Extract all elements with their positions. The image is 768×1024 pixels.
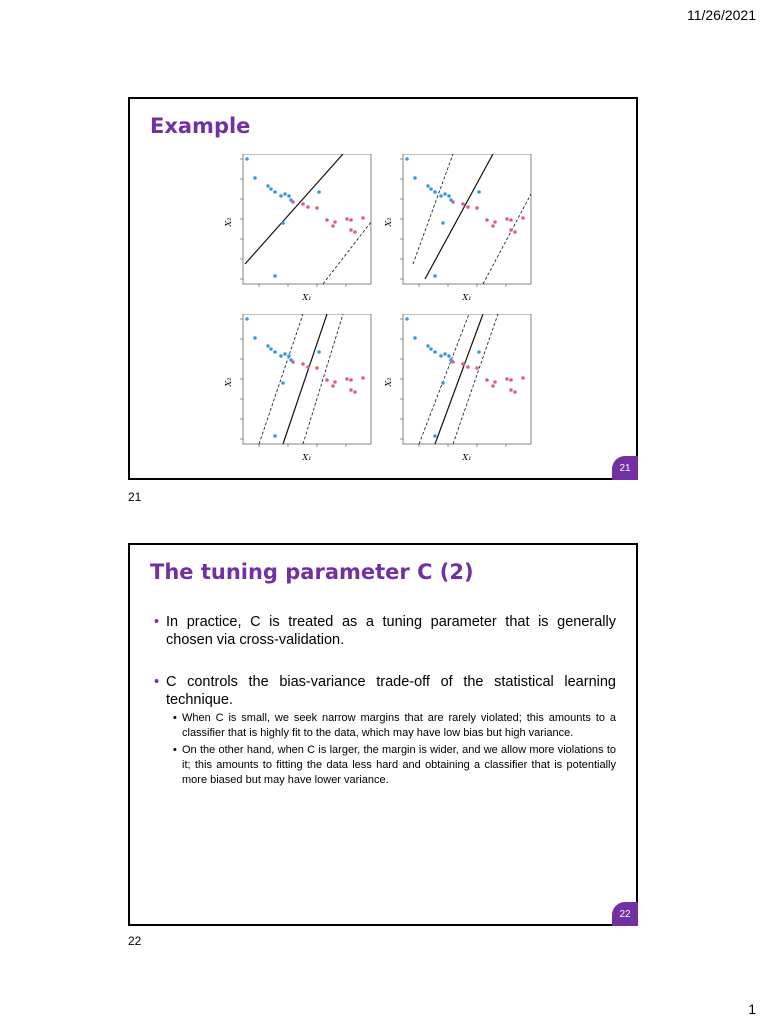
blue-point <box>405 317 409 321</box>
blue-point <box>269 187 273 191</box>
red-point <box>461 202 465 206</box>
red-point <box>451 200 455 204</box>
red-point <box>509 218 513 222</box>
sub-bullet-dot-icon: • <box>173 712 177 724</box>
margin-line <box>323 222 371 284</box>
sub-bullet-item <box>150 711 616 741</box>
red-point <box>331 384 335 388</box>
red-point <box>485 378 489 382</box>
header-date: 11/26/2021 <box>686 7 756 23</box>
blue-point <box>447 194 451 198</box>
red-point <box>493 220 497 224</box>
blue-point <box>429 187 433 191</box>
margin-line <box>483 194 531 284</box>
bullet-dot-icon: • <box>154 614 160 630</box>
y-axis-label: X₂ <box>224 377 233 387</box>
blue-point <box>273 190 277 194</box>
blue-point <box>433 274 437 278</box>
blue-point <box>253 336 257 340</box>
bullet-item <box>150 673 616 709</box>
margin-line <box>413 154 453 264</box>
red-point <box>513 390 517 394</box>
slide-label: 21 <box>128 490 142 504</box>
blue-point <box>283 352 287 356</box>
blue-point <box>433 350 437 354</box>
red-point <box>291 200 295 204</box>
slide-tuning-parameter <box>128 543 638 926</box>
red-point <box>349 218 353 222</box>
blue-point <box>287 354 291 358</box>
blue-point <box>287 194 291 198</box>
red-point <box>301 362 305 366</box>
red-point <box>509 378 513 382</box>
red-point <box>509 388 513 392</box>
red-point <box>331 224 335 228</box>
blue-point <box>433 434 437 438</box>
blue-point <box>317 350 321 354</box>
red-point <box>461 362 465 366</box>
sub-bullet-text: On the other hand, when C is larger, the margin is wider, and we allow more violations to it; this amounts to fitting the data less hard and obtaining a classifier that is potentially more biased but may have lower variance. <box>182 744 616 786</box>
blue-point <box>447 354 451 358</box>
slide-title: Example <box>150 114 251 138</box>
blue-point <box>283 192 287 196</box>
blue-point <box>279 354 283 358</box>
blue-point <box>413 176 417 180</box>
svm-plot-4 <box>383 314 533 464</box>
blue-point <box>273 350 277 354</box>
red-point <box>491 224 495 228</box>
margin-line <box>303 314 343 444</box>
sub-bullet-text: When C is small, we seek narrow margins that are rarely violated; this amounts to a classifier that is highly fit to the data, which may have low bias but high variance. <box>182 712 616 739</box>
blue-point <box>253 176 257 180</box>
red-point <box>333 220 337 224</box>
blue-point <box>266 344 270 348</box>
hyperplane-line <box>283 314 327 444</box>
red-point <box>475 206 479 210</box>
red-point <box>505 377 509 381</box>
blue-point <box>413 336 417 340</box>
red-point <box>345 217 349 221</box>
blue-point <box>245 157 249 161</box>
red-point <box>493 380 497 384</box>
red-point <box>301 202 305 206</box>
blue-point <box>477 190 481 194</box>
blue-point <box>433 190 437 194</box>
y-axis-label: X₂ <box>224 217 233 227</box>
x-axis-label: X₁ <box>462 453 472 462</box>
red-point <box>349 228 353 232</box>
blue-point <box>273 274 277 278</box>
red-point <box>513 230 517 234</box>
red-point <box>315 206 319 210</box>
blue-point <box>429 347 433 351</box>
blue-point <box>441 221 445 225</box>
page-number: 1 <box>748 1001 756 1017</box>
blue-point <box>443 352 447 356</box>
hyperplane-line <box>435 314 483 444</box>
blue-point <box>281 381 285 385</box>
hyperplane-line <box>425 154 493 279</box>
blue-point <box>281 221 285 225</box>
svm-plot-3 <box>223 314 373 464</box>
sub-bullet-item <box>150 743 616 788</box>
red-point <box>306 205 310 209</box>
x-axis-label: X₁ <box>302 453 312 462</box>
red-point <box>361 376 365 380</box>
blue-point <box>279 194 283 198</box>
red-point <box>491 384 495 388</box>
blue-point <box>266 184 270 188</box>
blue-point <box>245 317 249 321</box>
y-axis-label: X₂ <box>384 217 393 227</box>
blue-point <box>439 194 443 198</box>
bullet-item <box>150 613 616 649</box>
red-point <box>291 360 295 364</box>
blue-point <box>426 184 430 188</box>
blue-point <box>441 381 445 385</box>
red-point <box>325 378 329 382</box>
hyperplane-line <box>245 154 343 264</box>
slide-title: The tuning parameter C (2) <box>150 560 474 584</box>
blue-point <box>477 350 481 354</box>
blue-point <box>439 354 443 358</box>
bullet-text: In practice, C is treated as a tuning parameter that is generally chosen via cross-validation. <box>166 614 616 648</box>
red-point <box>466 365 470 369</box>
red-point <box>509 228 513 232</box>
sub-bullet-dot-icon: • <box>173 744 177 756</box>
red-point <box>521 376 525 380</box>
blue-point <box>317 190 321 194</box>
slide-number-badge: 22 <box>612 902 638 926</box>
bullet-list <box>150 613 616 788</box>
red-point <box>353 390 357 394</box>
red-point <box>306 365 310 369</box>
red-point <box>349 378 353 382</box>
slide-number-badge: 21 <box>612 456 638 480</box>
slide-example <box>128 97 638 480</box>
svm-plot-grid <box>223 154 543 464</box>
margin-line <box>259 314 303 444</box>
x-axis-label: X₁ <box>302 293 312 302</box>
bullet-text: C controls the bias-variance trade-off of the statistical learning technique. <box>166 674 616 708</box>
blue-point <box>273 434 277 438</box>
red-point <box>485 218 489 222</box>
red-point <box>333 380 337 384</box>
red-point <box>325 218 329 222</box>
red-point <box>345 377 349 381</box>
blue-point <box>443 192 447 196</box>
margin-line <box>419 314 469 444</box>
red-point <box>475 366 479 370</box>
red-point <box>349 388 353 392</box>
red-point <box>451 360 455 364</box>
svm-plot-2 <box>383 154 533 304</box>
blue-point <box>269 347 273 351</box>
blue-point <box>405 157 409 161</box>
red-point <box>315 366 319 370</box>
bullet-dot-icon: • <box>154 674 160 690</box>
red-point <box>521 216 525 220</box>
x-axis-label: X₁ <box>462 293 472 302</box>
slide-label: 22 <box>128 934 142 948</box>
y-axis-label: X₂ <box>384 377 393 387</box>
red-point <box>353 230 357 234</box>
red-point <box>505 217 509 221</box>
red-point <box>466 205 470 209</box>
red-point <box>361 216 365 220</box>
blue-point <box>426 344 430 348</box>
svm-plot-1 <box>223 154 373 304</box>
